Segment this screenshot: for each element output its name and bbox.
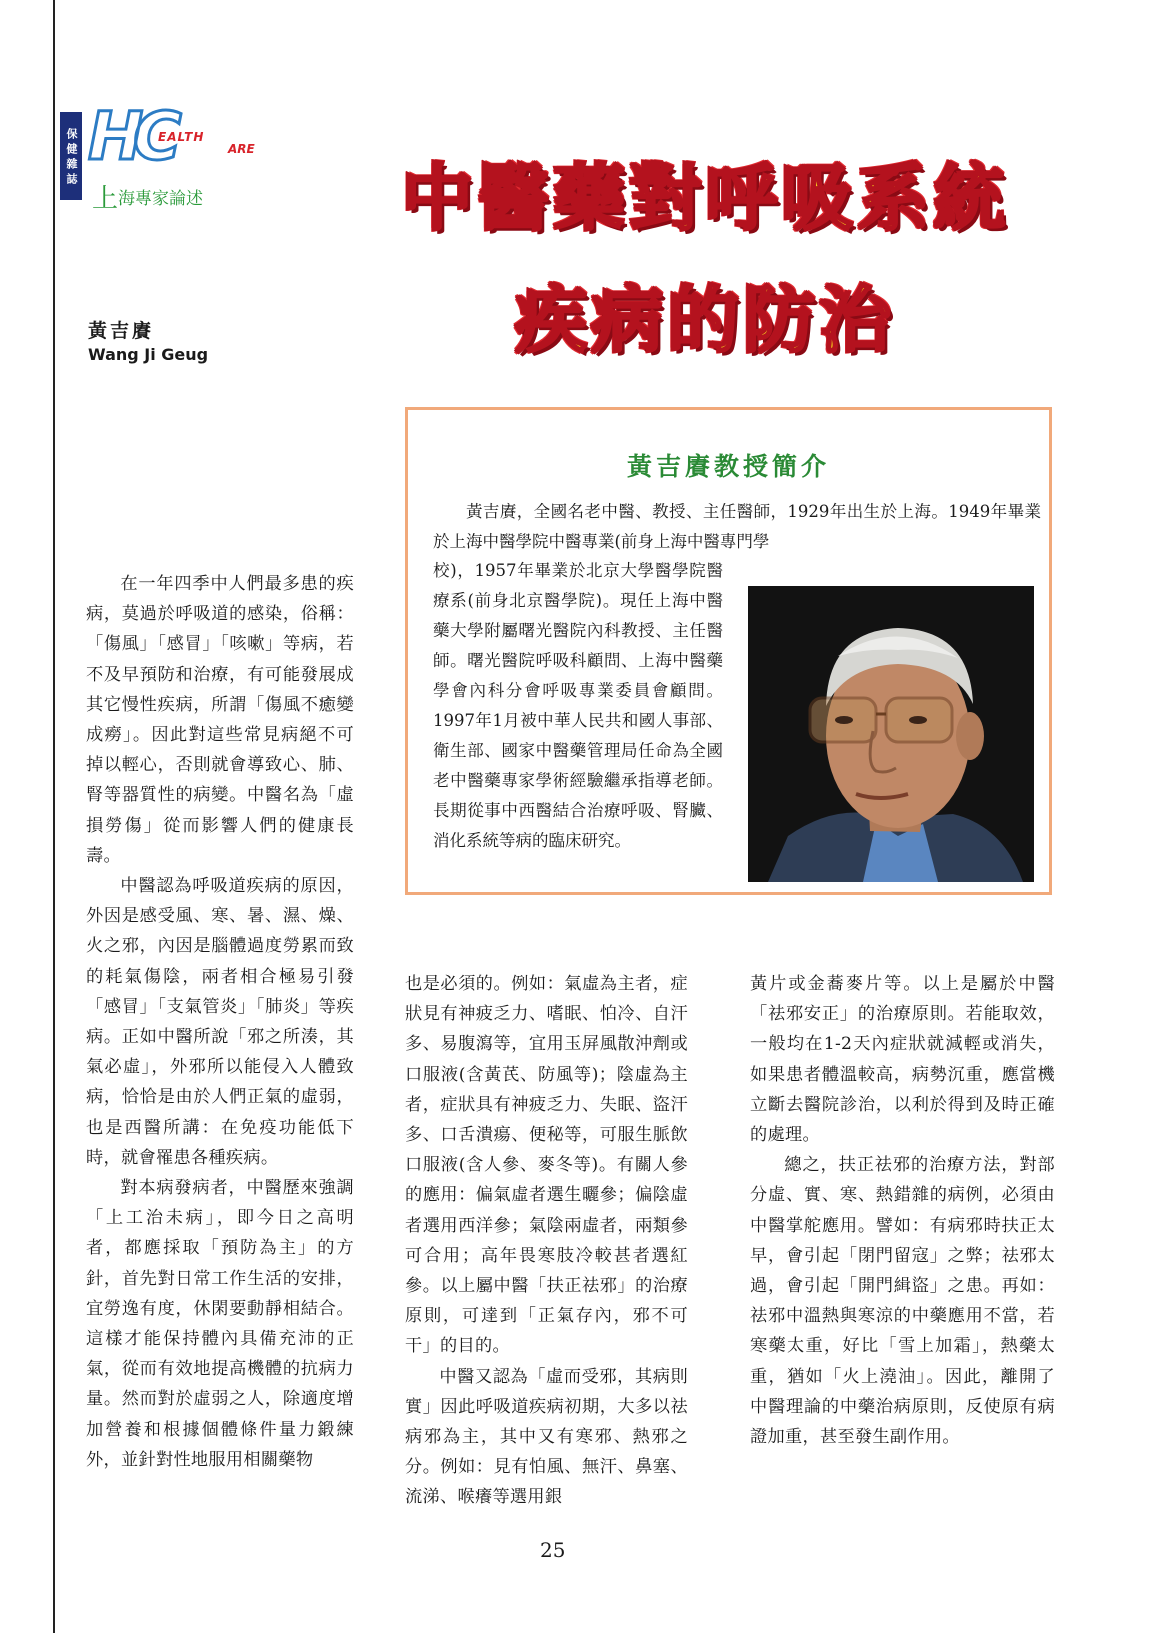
body-column-3 [750,969,1055,1452]
page-number: 25 [540,1538,566,1562]
section-label-rest: 海專家論述 [118,189,204,209]
magazine-logo [60,98,260,214]
page-spine-line [53,0,55,1633]
section-label-big: 上 [92,184,119,214]
author-bio-box [405,407,1052,895]
hc-logo-are: ARE [228,142,255,156]
body-column-2 [405,969,688,1513]
portrait-illustration [748,586,1034,882]
bio-title: 黃吉賡教授簡介 [626,452,830,481]
paragraph: 中醫認為呼吸道疾病的原因，外因是感受風、寒、暑、濕、燥、火之邪，內因是腦體過度勞累而致的耗氣傷陰，兩者相合極易引發「感冒」「支氣管炎」「肺炎」等疾病。正如中醫所說「邪之所湊，其氣必虛」，外邪所以能侵入人體致病，恰恰是由於人們正氣的虛弱，也是西醫所講：在免疫功能低下時，就會罹患各種疾病。 [86,876,354,1168]
author-name-en: Wang Ji Geug [88,345,209,364]
paragraph: 在一年四季中人們最多患的疾病，莫過於呼吸道的感染，俗稱：「傷風」「感冒」「咳嗽」等病，若不及早預防和治療，有可能發展成其它慢性疾病，所謂「傷風不癒變成癆」。因此對這些常見病絕不可掉以輕心，否則就會導致心、肺、腎等器質性的病變。中醫名為「虛損勞傷」從而影響人們的健康長壽。 [86,574,354,866]
article-title-line1: 中醫藥對呼吸系統 [400,156,1009,240]
hc-logo-mark: HC [88,98,172,175]
section-label [92,178,203,215]
hc-logo-ealth: EALTH [158,130,205,144]
body-column-1 [86,569,354,1475]
bio-intro-text: 黃吉賡，全國名老中醫、教授、主任醫師，1929年出生於上海。1949年畢業於上海中醫學院中醫專業(前身上海中醫專門學 [433,502,1041,551]
author-portrait-photo [748,586,1034,882]
article-title-line2: 疾病的防治 [514,278,895,362]
paragraph: 總之，扶正祛邪的治療方法，對部分虛、實、寒、熱錯雜的病例，必須由中醫掌舵應用。譬如：有病邪時扶正太早，會引起「閉門留寇」之弊；祛邪太過，會引起「開門緝盜」之患。再如：祛邪中溫熱與寒涼的中藥應用不當，若寒藥太重，好比「雪上加霜」，熱藥太重，猶如「火上澆油」。因此，離開了中醫理論的中藥治病原則，反使原有病證加重，甚至發生副作用。 [750,1155,1055,1448]
paragraph: 也是必須的。例如：氣虛為主者，症狀見有神疲乏力、嗜眠、怕冷、自汗多、易腹瀉等，宜用玉屏風散沖劑或口服液(含黃芪、防風等)；陰虛為主者，症狀具有神疲乏力、失眠、盜汗多、口舌潰瘍、便秘等，可服生脈飲口服液(含人參、麥冬等)。有關人參的應用：偏氣虛者選生曬參；偏陰虛者選用西洋參；氣陰兩虛者，兩類參可合用；高年畏寒肢冷較甚者選紅參。以上屬中醫「扶正祛邪」的治療原則，可達到「正氣存內，邪不可干」的目的。 [405,974,688,1357]
paragraph: 黃片或金蕎麥片等。以上是屬於中醫「祛邪安正」的治療原則。若能取效，一般均在1-2天內症狀就減輕或消失，如果患者體溫較高，病勢沉重，應當機立斷去醫院診治，以利於得到及時正確的處理。 [750,974,1055,1146]
paragraph: 對本病發病者，中醫歷來強調「上工治未病」，即今日之高明者，都應採取「預防為主」的方針，首先對日常工作生活的安排，宜勞逸有度，休閑要動靜相結合。這樣才能保持體內具備充沛的正氣，從而有效地提高機體的抗病力量。然而對於虛弱之人，除適度增加營養和根據個體條件量力鍛練外，並針對性地服用相關藥物 [86,1178,354,1470]
bio-intro [433,497,1041,557]
paragraph: 中醫又認為「虛而受邪，其病則實」因此呼吸道疾病初期，大多以祛病邪為主，其中又有寒邪、熱邪之分。例如：見有怕風、無汗、鼻塞、流涕、喉癢等選用銀 [405,1366,688,1508]
author-name-zh: 黃吉賡 [88,320,155,342]
bio-narrow-text: 校)，1957年畢業於北京大學醫學院醫療系(前身北京醫學院)。現任上海中醫藥大學附屬曙光醫院內科教授、主任醫師。曙光醫院呼吸科顧問、上海中醫藥學會內科分會呼吸專業委員會顧問。1997年1月被中華人民共和國人事部、衛生部、國家中醫藥管理局任命為全國老中醫藥專家學術經驗繼承指導老師。長期從事中西醫結合治療呼吸、腎臟、消化系統等病的臨床研究。 [433,561,723,850]
vertical-tag: 保健雜誌 [60,112,82,200]
